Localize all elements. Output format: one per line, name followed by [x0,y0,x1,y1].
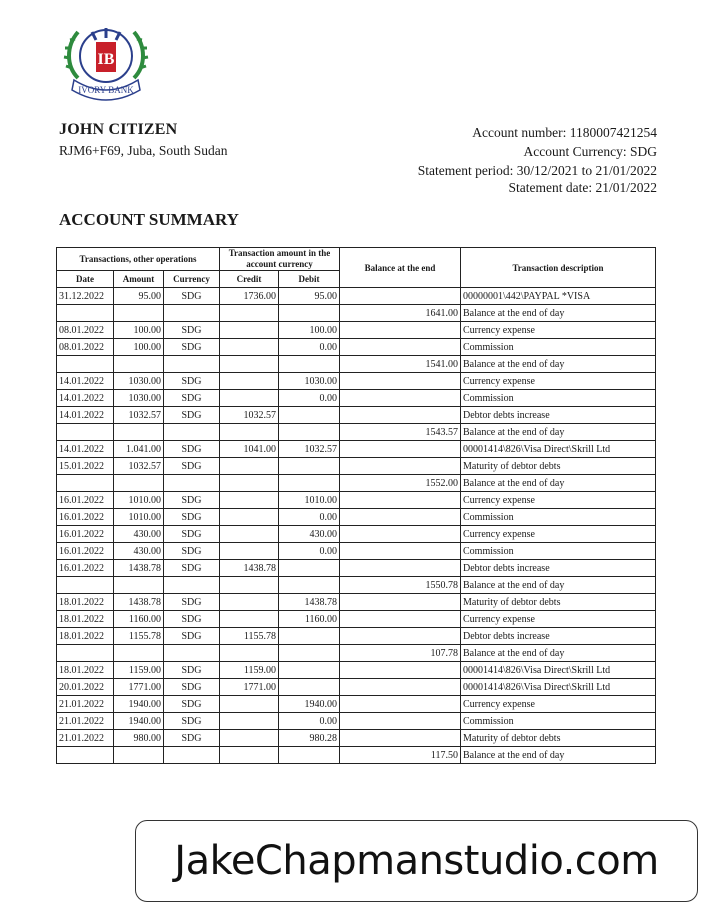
currency-cell: SDG [164,492,220,509]
debit-cell: 1940.00 [279,696,340,713]
credit-cell [220,594,279,611]
balance-cell [340,560,461,577]
description-cell: Commission [461,543,656,560]
date-cell [57,577,114,594]
debit-cell [279,305,340,322]
debit-cell [279,458,340,475]
credit-cell [220,305,279,322]
statement-date: Statement date: 21/01/2022 [508,180,657,195]
currency-cell: SDG [164,611,220,628]
credit-cell: 1155.78 [220,628,279,645]
credit-cell: 1159.00 [220,662,279,679]
watermark-banner: JakeChapmanstudio.com [135,820,698,902]
credit-cell [220,373,279,390]
table-row [57,509,656,526]
currency-cell: SDG [164,543,220,560]
statement-period: Statement period: 30/12/2021 to 21/01/2022 [417,163,657,178]
balance-cell [340,594,461,611]
description-cell: Currency expense [461,611,656,628]
amount-cell: 430.00 [114,543,164,560]
credit-cell: 1736.00 [220,288,279,305]
date-cell [57,356,114,373]
balance-cell [340,713,461,730]
balance-cell [340,373,461,390]
description-cell: 00001414\826\Visa Direct\Skrill Ltd [461,662,656,679]
amount-cell: 1010.00 [114,492,164,509]
amount-cell [114,356,164,373]
description-cell: Balance at the end of day [461,577,656,594]
amount-cell: 1030.00 [114,390,164,407]
amount-cell: 1159.00 [114,662,164,679]
credit-cell [220,611,279,628]
currency-cell [164,356,220,373]
balance-cell [340,458,461,475]
column-header-currency: Currency [164,271,220,288]
amount-cell: 1438.78 [114,594,164,611]
credit-cell [220,475,279,492]
description-cell: Currency expense [461,373,656,390]
debit-cell [279,577,340,594]
debit-cell: 1010.00 [279,492,340,509]
debit-cell [279,747,340,764]
debit-cell: 1032.57 [279,441,340,458]
summary-title: ACCOUNT SUMMARY [59,210,239,229]
amount-cell [114,305,164,322]
debit-cell: 430.00 [279,526,340,543]
column-header-credit: Credit [220,271,279,288]
date-cell: 14.01.2022 [57,441,114,458]
description-cell: Commission [461,713,656,730]
balance-cell [340,492,461,509]
description-cell: Currency expense [461,492,656,509]
date-cell: 18.01.2022 [57,611,114,628]
currency-cell [164,645,220,662]
debit-cell: 1160.00 [279,611,340,628]
table-row [57,322,656,339]
date-cell: 21.01.2022 [57,730,114,747]
date-cell: 08.01.2022 [57,322,114,339]
currency-cell: SDG [164,713,220,730]
balance-cell [340,543,461,560]
date-cell: 16.01.2022 [57,526,114,543]
amount-cell [114,577,164,594]
amount-cell: 1.041.00 [114,441,164,458]
date-cell: 16.01.2022 [57,543,114,560]
credit-cell [220,322,279,339]
debit-cell: 1438.78 [279,594,340,611]
debit-cell: 0.00 [279,339,340,356]
balance-cell: 1541.00 [340,356,461,373]
debit-cell [279,356,340,373]
header-amount-in-currency: Transaction amount in the account currency [220,248,340,271]
date-cell: 14.01.2022 [57,407,114,424]
date-cell: 18.01.2022 [57,662,114,679]
balance-cell [340,509,461,526]
debit-cell: 100.00 [279,322,340,339]
amount-cell: 1155.78 [114,628,164,645]
column-header-amount: Amount [114,271,164,288]
description-cell: Commission [461,390,656,407]
transactions-body [57,288,656,764]
description-cell: Debtor debts increase [461,560,656,577]
balance-cell: 1550.78 [340,577,461,594]
credit-cell [220,543,279,560]
column-header-debit: Debit [279,271,340,288]
amount-cell: 1160.00 [114,611,164,628]
table-row [57,390,656,407]
debit-cell: 95.00 [279,288,340,305]
debit-cell: 0.00 [279,543,340,560]
balance-cell: 107.78 [340,645,461,662]
date-cell [57,305,114,322]
credit-cell [220,458,279,475]
debit-cell [279,407,340,424]
amount-cell: 1771.00 [114,679,164,696]
currency-cell: SDG [164,509,220,526]
amount-cell [114,424,164,441]
date-cell: 31.12.2022 [57,288,114,305]
balance-cell [340,339,461,356]
description-cell: Maturity of debtor debts [461,730,656,747]
amount-cell [114,645,164,662]
description-cell: Balance at the end of day [461,747,656,764]
table-row [57,339,656,356]
date-cell [57,424,114,441]
balance-cell [340,696,461,713]
date-cell: 15.01.2022 [57,458,114,475]
table-row [57,441,656,458]
balance-cell [340,526,461,543]
header-description: Transaction description [461,248,656,288]
debit-cell [279,645,340,662]
credit-cell [220,424,279,441]
currency-cell: SDG [164,407,220,424]
currency-cell: SDG [164,288,220,305]
table-row [57,747,656,764]
logo-initials: IB [97,51,115,68]
date-cell [57,475,114,492]
header-transactions: Transactions, other operations [57,248,220,271]
amount-cell: 100.00 [114,322,164,339]
balance-cell: 117.50 [340,747,461,764]
credit-cell [220,730,279,747]
amount-cell: 1032.57 [114,458,164,475]
description-cell: Balance at the end of day [461,645,656,662]
date-cell: 21.01.2022 [57,713,114,730]
description-cell: Maturity of debtor debts [461,458,656,475]
balance-cell [340,679,461,696]
date-cell: 18.01.2022 [57,628,114,645]
credit-cell [220,526,279,543]
description-cell: Commission [461,339,656,356]
table-row [57,543,656,560]
ivory-bank-logo [56,18,156,104]
credit-cell: 1438.78 [220,560,279,577]
currency-cell: SDG [164,628,220,645]
credit-cell [220,390,279,407]
amount-cell: 1438.78 [114,560,164,577]
table-row [57,356,656,373]
account-details [418,123,657,197]
header-balance: Balance at the end [340,248,461,288]
currency-cell: SDG [164,594,220,611]
balance-cell: 1543.57 [340,424,461,441]
balance-cell: 1552.00 [340,475,461,492]
balance-cell [340,441,461,458]
table-row [57,526,656,543]
date-cell [57,747,114,764]
date-cell: 16.01.2022 [57,560,114,577]
table-row [57,492,656,509]
transactions-table [56,247,656,764]
debit-cell [279,679,340,696]
balance-cell [340,322,461,339]
currency-cell: SDG [164,322,220,339]
date-cell: 20.01.2022 [57,679,114,696]
account-number: Account number: 1180007421254 [472,125,657,140]
table-row [57,407,656,424]
account-currency: Account Currency: SDG [523,144,657,159]
credit-cell [220,747,279,764]
currency-cell: SDG [164,441,220,458]
balance-cell: 1641.00 [340,305,461,322]
table-row [57,662,656,679]
credit-cell [220,492,279,509]
table-row [57,645,656,662]
date-cell: 16.01.2022 [57,492,114,509]
balance-cell [340,628,461,645]
account-holder-name: JOHN CITIZEN [59,121,178,138]
currency-cell: SDG [164,339,220,356]
debit-cell: 1030.00 [279,373,340,390]
amount-cell [114,475,164,492]
table-row [57,594,656,611]
description-cell: Debtor debts increase [461,628,656,645]
balance-cell [340,611,461,628]
credit-cell: 1041.00 [220,441,279,458]
description-cell: Balance at the end of day [461,475,656,492]
description-cell: Balance at the end of day [461,424,656,441]
credit-cell [220,713,279,730]
currency-cell [164,424,220,441]
credit-cell [220,577,279,594]
account-holder-address: RJM6+F69, Juba, South Sudan [59,143,228,158]
credit-cell: 1771.00 [220,679,279,696]
date-cell [57,645,114,662]
description-cell: 00001414\826\Visa Direct\Skrill Ltd [461,441,656,458]
description-cell: 00001414\826\Visa Direct\Skrill Ltd [461,679,656,696]
balance-cell [340,288,461,305]
table-row [57,424,656,441]
credit-cell [220,356,279,373]
table-row [57,577,656,594]
table-row [57,730,656,747]
currency-cell: SDG [164,560,220,577]
credit-cell [220,339,279,356]
debit-cell [279,662,340,679]
date-cell: 08.01.2022 [57,339,114,356]
currency-cell: SDG [164,390,220,407]
table-row [57,560,656,577]
balance-cell [340,662,461,679]
currency-cell: SDG [164,526,220,543]
table-row [57,696,656,713]
credit-cell [220,645,279,662]
debit-cell: 0.00 [279,390,340,407]
credit-cell [220,696,279,713]
table-row [57,305,656,322]
amount-cell: 430.00 [114,526,164,543]
date-cell: 18.01.2022 [57,594,114,611]
balance-cell [340,407,461,424]
currency-cell: SDG [164,662,220,679]
table-row [57,475,656,492]
currency-cell: SDG [164,458,220,475]
table-row [57,373,656,390]
table-row [57,713,656,730]
description-cell: Currency expense [461,696,656,713]
description-cell: Balance at the end of day [461,356,656,373]
description-cell: Currency expense [461,322,656,339]
description-cell: Maturity of debtor debts [461,594,656,611]
debit-cell [279,628,340,645]
credit-cell: 1032.57 [220,407,279,424]
amount-cell [114,747,164,764]
currency-cell: SDG [164,696,220,713]
date-cell: 14.01.2022 [57,373,114,390]
amount-cell: 1940.00 [114,696,164,713]
debit-cell: 980.28 [279,730,340,747]
balance-cell [340,390,461,407]
amount-cell: 1030.00 [114,373,164,390]
description-cell: Balance at the end of day [461,305,656,322]
description-cell: Debtor debts increase [461,407,656,424]
debit-cell [279,560,340,577]
debit-cell: 0.00 [279,509,340,526]
balance-cell [340,730,461,747]
table-row [57,628,656,645]
credit-cell [220,509,279,526]
amount-cell: 1940.00 [114,713,164,730]
description-cell: 00000001\442\PAYPAL *VISA [461,288,656,305]
date-cell: 21.01.2022 [57,696,114,713]
amount-cell: 100.00 [114,339,164,356]
debit-cell: 0.00 [279,713,340,730]
currency-cell [164,577,220,594]
description-cell: Commission [461,509,656,526]
table-row [57,611,656,628]
logo-text: IVORY BANK [78,85,134,95]
amount-cell: 95.00 [114,288,164,305]
debit-cell [279,424,340,441]
currency-cell: SDG [164,373,220,390]
currency-cell [164,747,220,764]
date-cell: 16.01.2022 [57,509,114,526]
debit-cell [279,475,340,492]
amount-cell: 980.00 [114,730,164,747]
table-row [57,458,656,475]
description-cell: Currency expense [461,526,656,543]
table-row [57,288,656,305]
currency-cell: SDG [164,730,220,747]
date-cell: 14.01.2022 [57,390,114,407]
currency-cell: SDG [164,679,220,696]
amount-cell: 1032.57 [114,407,164,424]
currency-cell [164,475,220,492]
currency-cell [164,305,220,322]
table-row [57,679,656,696]
amount-cell: 1010.00 [114,509,164,526]
column-header-date: Date [57,271,114,288]
